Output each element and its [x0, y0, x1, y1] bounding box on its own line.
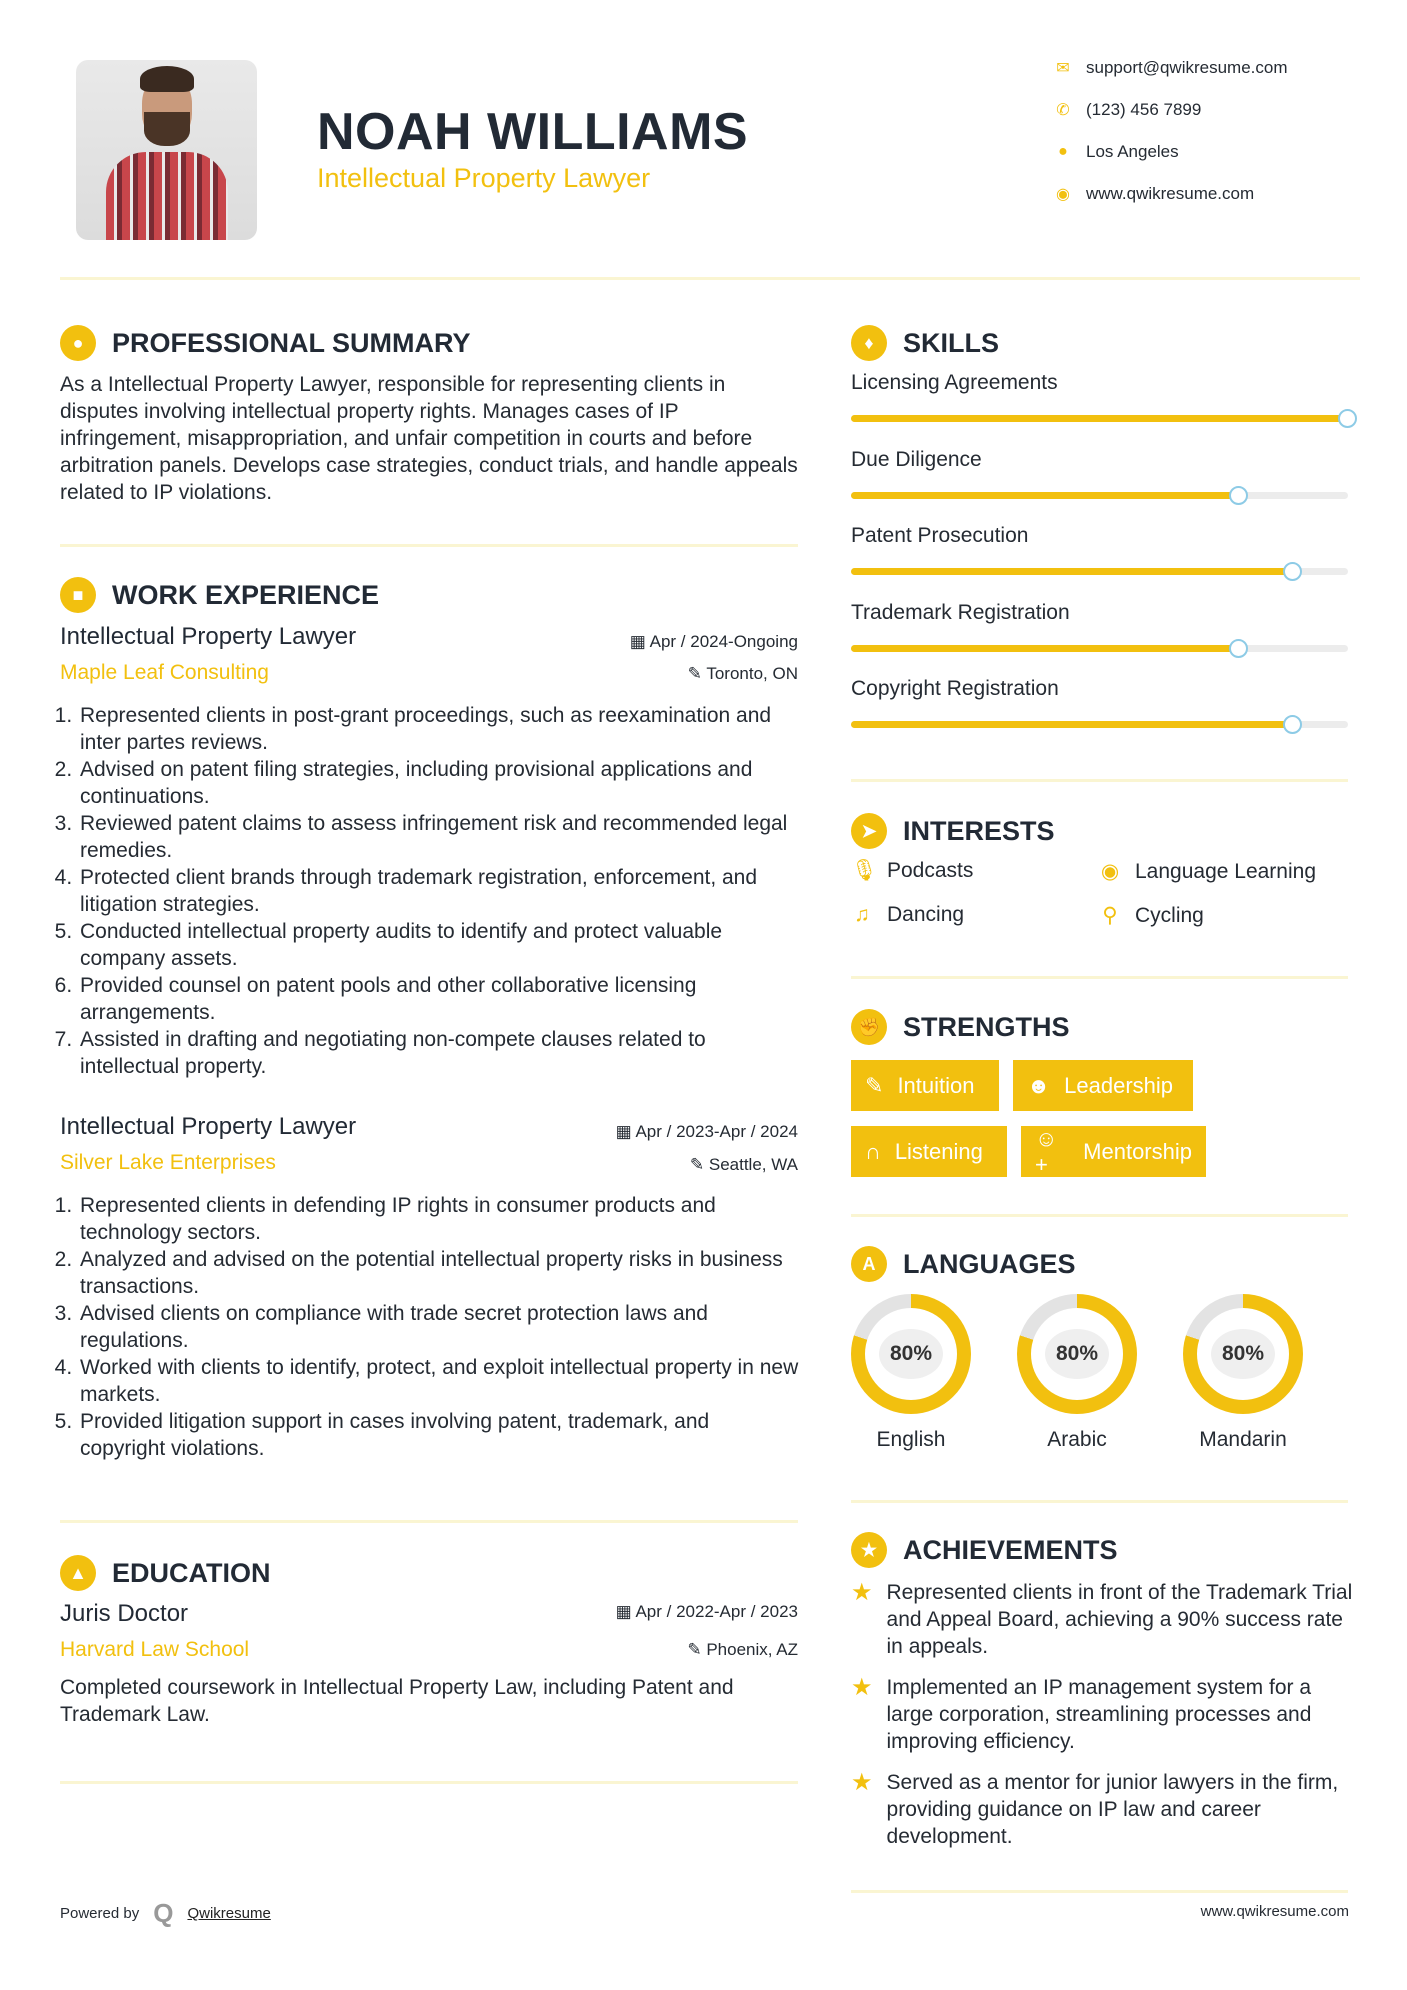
skill-bar — [851, 721, 1348, 728]
job-location: ✎ Seattle, WA — [689, 1155, 798, 1174]
skill-slider-knob — [1283, 715, 1302, 734]
language-item: 80% Arabic — [1017, 1294, 1137, 1452]
summary-text: As a Intellectual Property Lawyer, responsible for representing clients in disputes involving intellectual property rights. Manages cases of IP infringement, misappropriation, and unfair competition in courts and before arbitration panels. Develops case strategies, conduct trials, and handle appeals related to IP violations. — [60, 373, 798, 504]
strength-tag: ∩ Listening — [851, 1126, 1007, 1177]
interest-item: ◉ Language Learning — [1100, 859, 1317, 883]
job-date: ▦ Apr / 2024-Ongoing — [629, 632, 798, 651]
duty-item: 4. Worked with clients to identify, protect, and exploit intellectual property in new markets. — [78, 1354, 800, 1408]
calendar-icon: ▦ — [615, 1602, 636, 1621]
achievements-heading: ★ ACHIEVEMENTS — [851, 1532, 1118, 1568]
contact-location: ● Los Angeles — [1054, 142, 1179, 162]
footer-website[interactable]: www.qwikresume.com — [1200, 1903, 1349, 1920]
divider — [60, 1520, 798, 1523]
briefcase-icon: ■ — [60, 577, 96, 613]
contact-email[interactable]: ✉ support@qwikresume.com — [1054, 58, 1288, 78]
achievement-item: ★ Represented clients in front of the Trademark Trial and Appeal Board, achieving a 90% success rate in appeals. — [851, 1579, 1353, 1658]
strength-tag: ☺+ Mentorship — [1021, 1126, 1206, 1177]
language-donut: 80% — [1017, 1294, 1137, 1414]
skill-slider-knob — [1229, 639, 1248, 658]
candidate-name: NOAH WILLIAMS — [317, 103, 749, 161]
star-icon: ★ — [851, 1674, 873, 1701]
job-location: ✎ Toronto, ON — [687, 664, 798, 683]
duty-item: 7. Assisted in drafting and negotiating non-compete clauses related to intellectual property. — [78, 1026, 800, 1080]
profile-photo — [76, 60, 257, 240]
skill-name: Patent Prosecution — [851, 524, 1029, 547]
education-date: ▦ Apr / 2022-Apr / 2023 — [615, 1602, 798, 1621]
job-date: ▦ Apr / 2023-Apr / 2024 — [615, 1122, 798, 1141]
work-heading: ■ WORK EXPERIENCE — [60, 577, 379, 613]
education-location: ✎ Phoenix, AZ — [687, 1640, 798, 1659]
interest-item: ♫ Dancing — [851, 903, 964, 927]
language-donut: 80% — [1183, 1294, 1303, 1414]
language-item: 80% English — [851, 1294, 971, 1452]
divider — [60, 544, 798, 547]
user-plus-icon: ☺+ — [1035, 1125, 1058, 1177]
lightbulb-icon: ♦ — [851, 325, 887, 361]
divider — [851, 976, 1348, 979]
brand-link[interactable]: Qwikresume — [187, 1905, 271, 1922]
fist-icon: ✊ — [851, 1009, 887, 1045]
graduation-icon: ▲ — [60, 1555, 96, 1591]
contact-phone: ✆ (123) 456 7899 — [1054, 100, 1201, 120]
achievement-item: ★ Served as a mentor for junior lawyers in the firm, providing guidance on IP law and career development. — [851, 1769, 1339, 1848]
strength-tag: ☻ Leadership — [1013, 1060, 1193, 1111]
skill-bar — [851, 568, 1348, 575]
pin-icon: ✎ — [689, 1155, 709, 1174]
skill-name: Trademark Registration — [851, 600, 1070, 624]
skills-heading: ♦ SKILLS — [851, 325, 999, 361]
divider — [851, 1500, 1348, 1503]
job-company: Silver Lake Enterprises — [60, 1151, 276, 1174]
skill-name: Due Diligence — [851, 447, 982, 471]
skill-name: Licensing Agreements — [851, 371, 1058, 394]
duty-item: 1. Represented clients in post-grant proceedings, such as reexamination and inter partes reviews. — [78, 702, 800, 756]
duty-item: 5. Provided litigation support in cases involving patent, trademark, and copyright violations. — [78, 1408, 800, 1462]
headphones-icon: ∩ — [865, 1138, 881, 1164]
education-heading: ▲ EDUCATION — [60, 1555, 271, 1591]
divider — [60, 1781, 798, 1784]
duty-item: 4. Protected client brands through trademark registration, enforcement, and litigation strategies. — [78, 864, 800, 918]
job-title: Intellectual Property Lawyer — [60, 1113, 357, 1140]
star-icon: ★ — [851, 1579, 873, 1606]
duty-item: 3. Advised clients on compliance with trade secret protection laws and regulations. — [78, 1300, 800, 1354]
globe-icon: ◉ — [1056, 186, 1070, 203]
duty-item: 2. Analyzed and advised on the potential intellectual property risks in business transactions. — [78, 1246, 800, 1300]
job-company: Maple Leaf Consulting — [60, 661, 269, 684]
degree: Juris Doctor — [60, 1600, 189, 1627]
skill-slider-knob — [1338, 409, 1357, 428]
envelope-icon: ✉ — [1056, 60, 1070, 77]
contact-website[interactable]: ◉ www.qwikresume.com — [1054, 184, 1254, 204]
language-item: 80% Mandarin — [1183, 1294, 1303, 1452]
phone-icon: ✆ — [1056, 102, 1070, 119]
job-duties — [60, 1192, 800, 1462]
strengths-heading: ✊ STRENGTHS — [851, 1009, 1070, 1045]
interest-item: 🎙 Podcasts — [851, 859, 974, 882]
divider — [60, 277, 1360, 280]
map-pin-icon: ● — [1058, 143, 1068, 160]
divider — [851, 779, 1348, 782]
star-icon: ★ — [851, 1532, 887, 1568]
duty-item: 6. Provided counsel on patent pools and other collaborative licensing arrangements. — [78, 972, 800, 1026]
music-icon: ♫ — [854, 903, 870, 926]
duty-item: 2. Advised on patent filing strategies, including provisional applications and continuations. — [78, 756, 800, 810]
skill-bar — [851, 415, 1348, 422]
magic-wand-icon: ✎ — [865, 1072, 884, 1098]
pin-icon: ✎ — [687, 1640, 707, 1659]
summary-heading: ● PROFESSIONAL SUMMARY — [60, 325, 471, 361]
calendar-icon: ▦ — [615, 1122, 636, 1141]
skill-slider-knob — [1283, 562, 1302, 581]
interest-item: ⚲ Cycling — [1099, 903, 1204, 928]
languages-heading: A LANGUAGES — [851, 1246, 1076, 1282]
interests-heading: ➤ INTERESTS — [851, 813, 1055, 849]
duty-item: 3. Reviewed patent claims to assess infringement risk and recommended legal remedies. — [78, 810, 800, 864]
duty-item: 1. Represented clients in defending IP rights in consumer products and technology sectors. — [78, 1192, 800, 1246]
skill-name: Copyright Registration — [851, 677, 1059, 700]
school: Harvard Law School — [60, 1638, 250, 1661]
job-duties — [60, 702, 800, 1080]
skill-slider-knob — [1229, 486, 1248, 505]
translate-icon: A — [851, 1246, 887, 1282]
language-donut: 80% — [851, 1294, 971, 1414]
skill-bar — [851, 645, 1348, 652]
bicycle-icon: ⚲ — [1102, 904, 1118, 927]
education-text: Completed coursework in Intellectual Property Law, including Patent and Trademark Law. — [60, 1676, 734, 1726]
globe-icon: ◉ — [1100, 860, 1120, 883]
candidate-title: Intellectual Property Lawyer — [317, 163, 651, 193]
divider — [851, 1214, 1348, 1217]
user-icon: ● — [60, 325, 96, 361]
star-icon: ★ — [851, 1769, 873, 1796]
pin-icon: ✎ — [687, 664, 707, 683]
strength-tag: ✎ Intuition — [851, 1060, 999, 1111]
users-icon: ☻ — [1027, 1072, 1051, 1098]
paper-plane-icon: ➤ — [851, 813, 887, 849]
calendar-icon: ▦ — [629, 632, 650, 651]
divider — [851, 1890, 1348, 1893]
achievement-item: ★ Implemented an IP management system for a large corporation, streamlining processes and improving efficiency. — [851, 1674, 1312, 1753]
powered-by: Powered by Q Qwikresume — [60, 1898, 271, 1928]
duty-item: 5. Conducted intellectual property audits to identify and protect valuable company assets. — [78, 918, 800, 972]
skill-bar — [851, 492, 1348, 499]
microphone-icon: 🎙 — [851, 859, 878, 882]
job-title: Intellectual Property Lawyer — [60, 623, 357, 650]
qwikresume-logo-icon: Q — [153, 1898, 174, 1928]
